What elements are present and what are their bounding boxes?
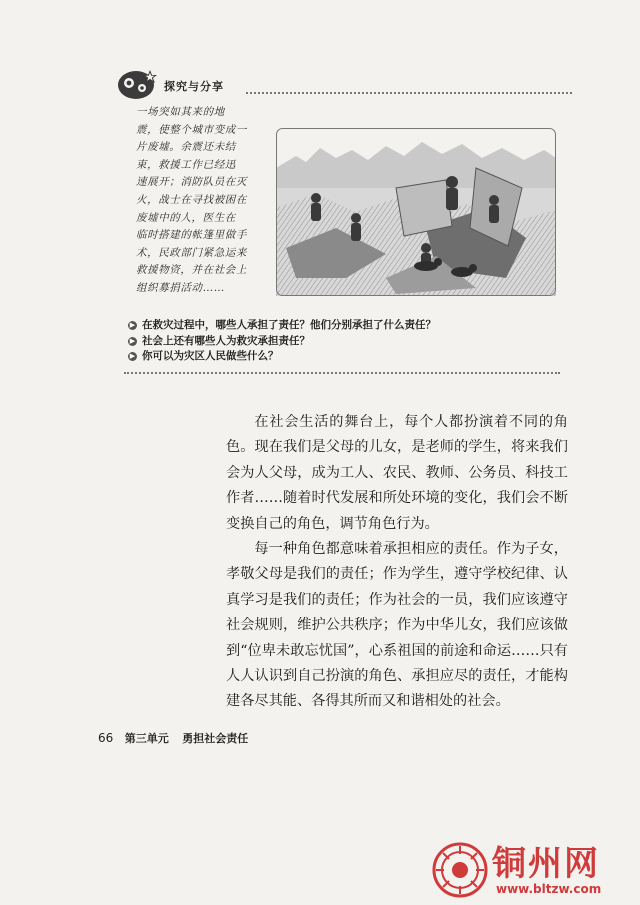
watermark-seal-icon <box>432 842 488 898</box>
section-title: 探究与分享 <box>164 80 224 93</box>
watermark-site-name: 铜州网 <box>492 844 600 884</box>
section-header <box>116 66 572 102</box>
body-paragraph: 每一种角色都意味着承担相应的责任。作为子女，孝敬父母是我们的责任；作为学生，遵守学校纪律、认真学习是我们的责任；作为社会的一员，我们应该遵守社会规则，维护公共秩序；作为中华儿女，我们应该做到“位卑未敢忘忧国”，心系祖国的前途和命运……只有人人认识到自己扮演的角色、承担应尽的责任，才能构建各尽其能、各得其所而又和谐相处的社会。 <box>226 541 568 710</box>
unit-title: 勇担社会责任 <box>182 732 249 745</box>
list-item <box>128 318 558 334</box>
question-bullet-icon: ▶ <box>129 336 136 345</box>
list-item <box>128 349 558 365</box>
question-bullet-icon: ▶ <box>129 352 136 360</box>
question-text: 社会上还有哪些人为救灾承担责任？ <box>142 334 310 347</box>
question-text: 在救灾过程中，哪些人承担了责任？他们分别承担了什么责任？ <box>142 319 436 331</box>
list-item <box>128 334 558 350</box>
page-footer <box>98 730 248 746</box>
explore-share-logo-icon <box>116 66 160 102</box>
body-paragraph: 在社会生活的舞台上，每个人都扮演着不同的角色。现在我们是父母的儿女，是老师的学生，将来我们会为人父母，成为工人、农民、教师、公务员、科技工作者……随着时代发展和所处环境的变化，我们会不断变换自己的角色，调节角色行为。 <box>226 414 568 532</box>
earthquake-rescue-illustration <box>276 128 556 296</box>
header-dotted-line <box>246 92 572 94</box>
question-bullet-icon: ▶ <box>129 321 136 329</box>
page-number: 66 <box>98 731 114 745</box>
case-story-text: 一场突如其来的地 震，使整个城市变成一 片废墟。余震还未结 束，救援工作已经迅 速展开；消防队员在灭 火，战士在寻找被困在 废墟中的人，医生在 临时搭建的帐篷里做手 术，民政部门紧急运来 救援物资，并在社会上 组织募捐活动…… <box>136 106 247 294</box>
question-text: 你可以为灾区人民做些什么？ <box>142 350 279 362</box>
site-watermark <box>432 836 636 902</box>
main-body-text <box>226 410 568 715</box>
watermark-url: www.bltzw.com <box>496 882 602 896</box>
section-divider <box>124 372 560 374</box>
unit-label: 第三单元 <box>124 732 169 745</box>
question-list <box>128 318 558 365</box>
